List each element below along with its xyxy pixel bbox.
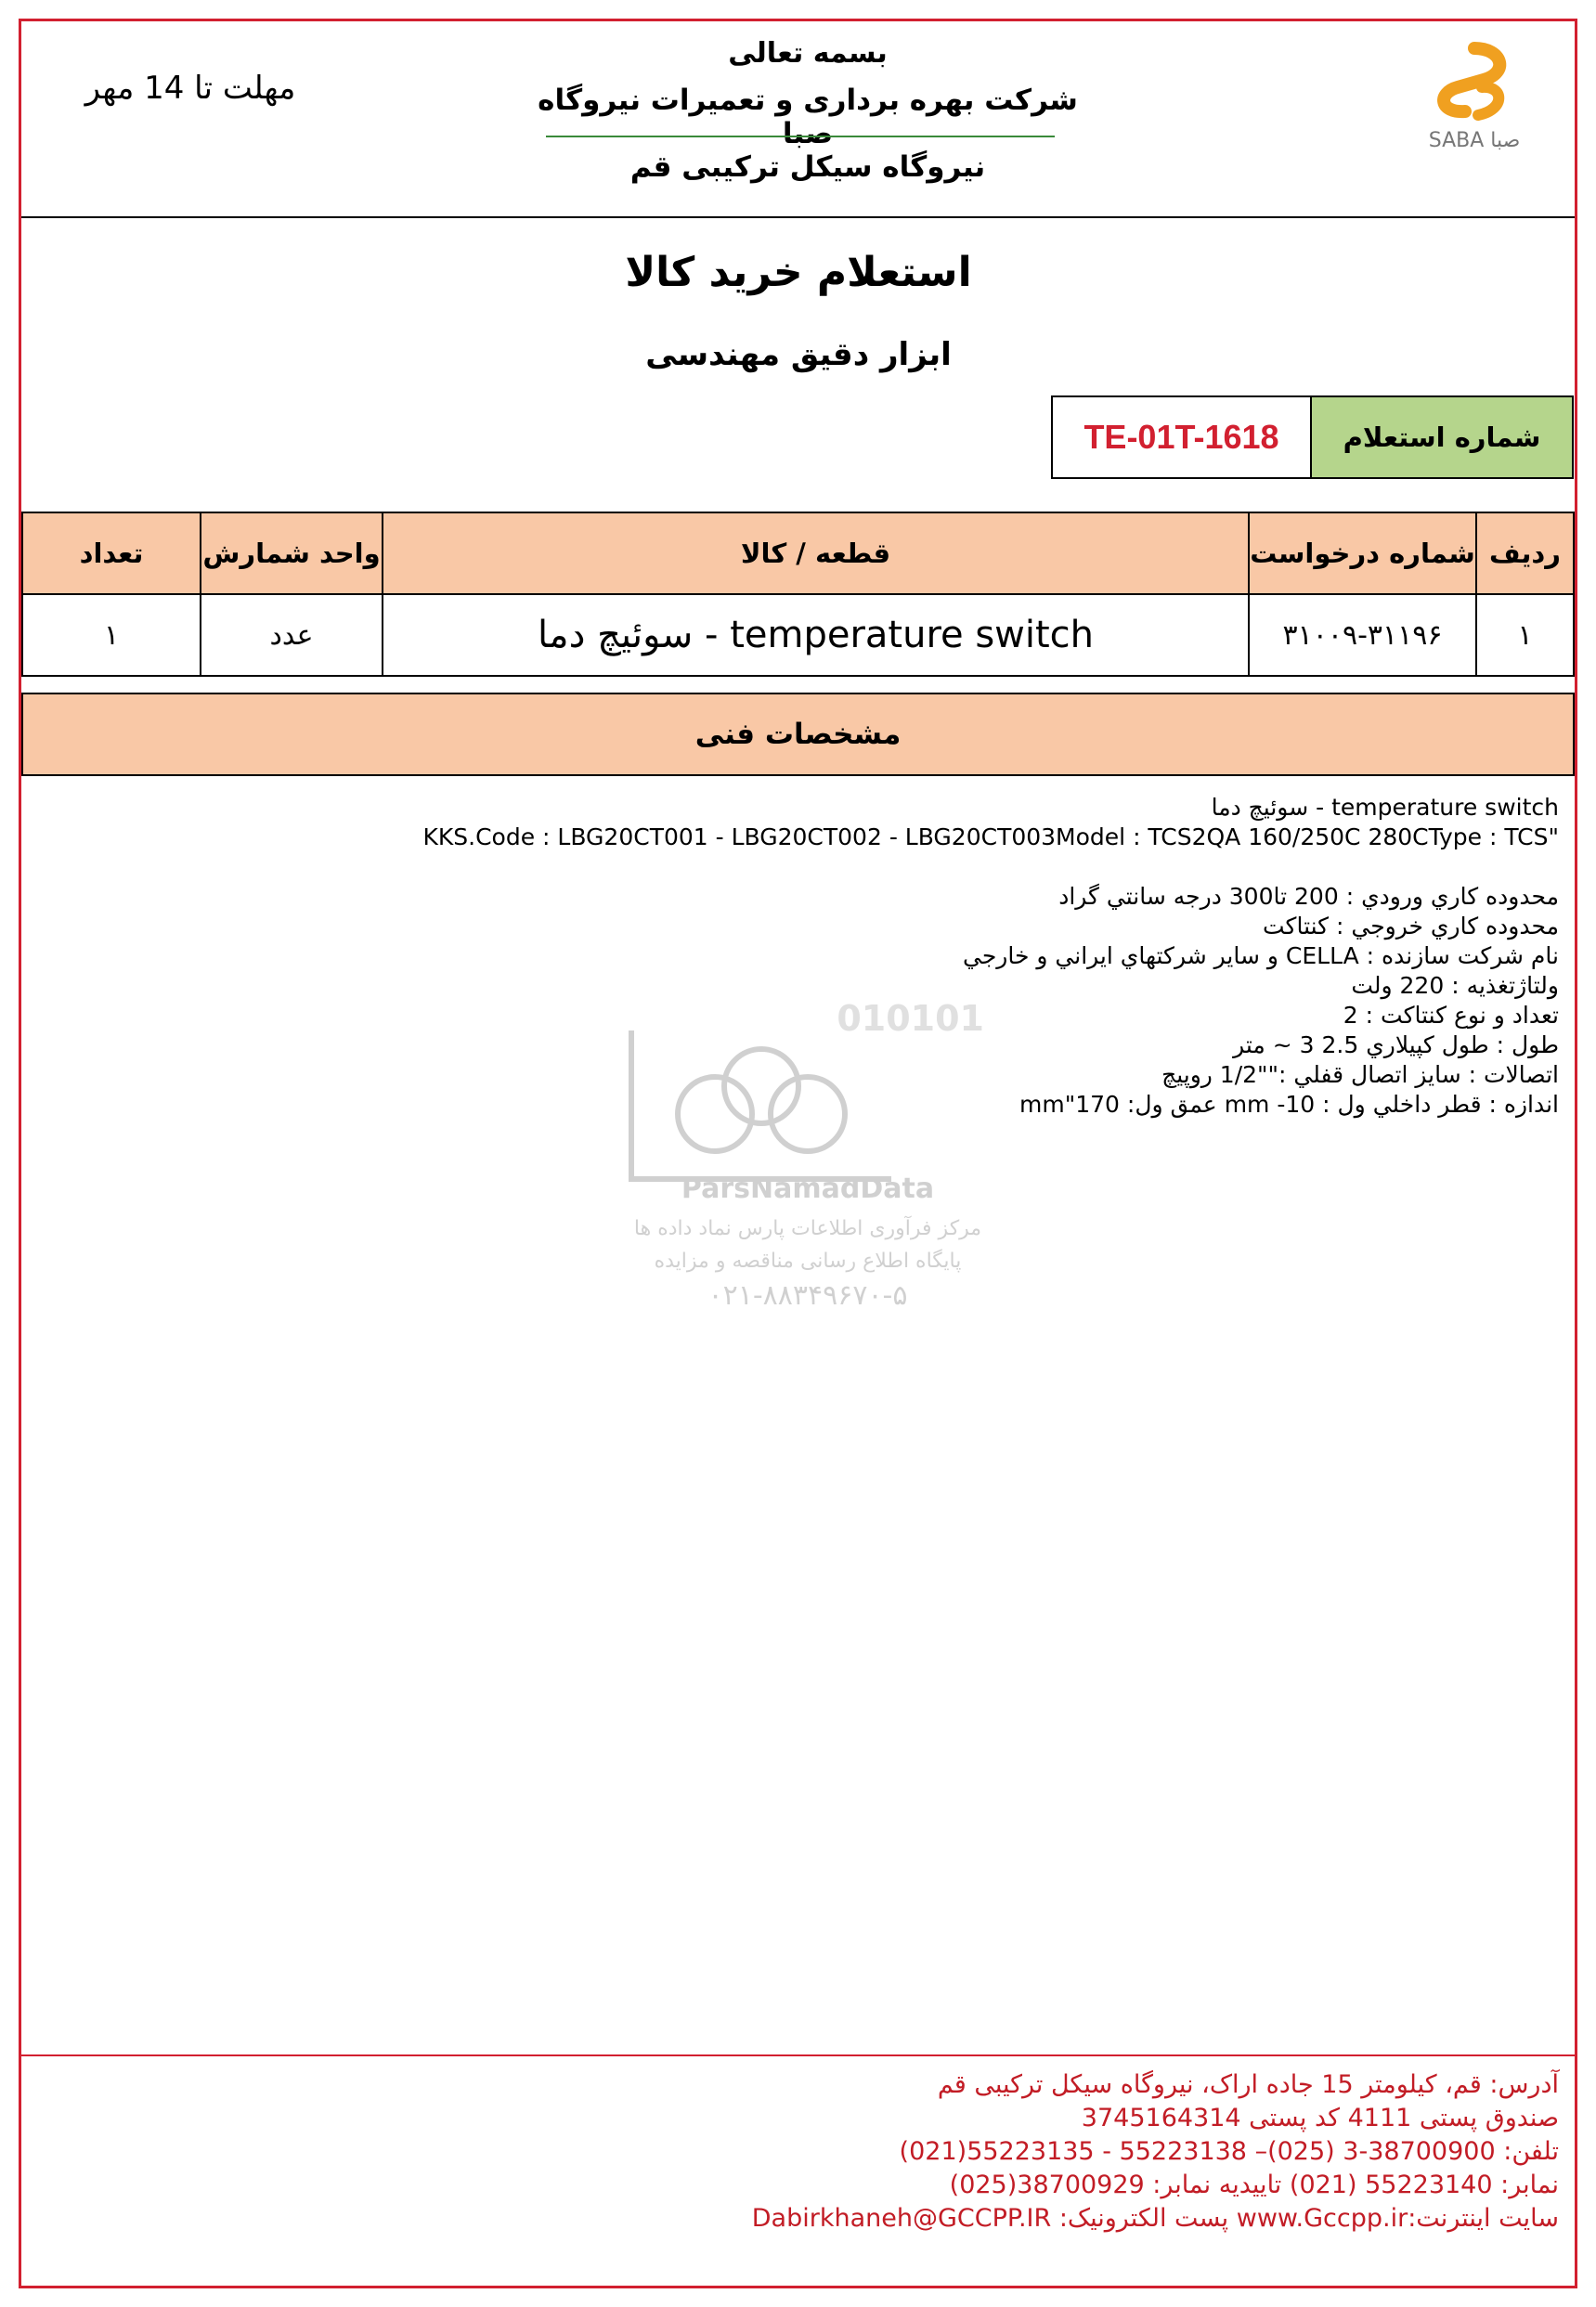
- spec-line: temperature switch - سوئيچ دما: [1211, 794, 1559, 821]
- deadline: مهلت تا 14 مهر: [84, 70, 296, 107]
- saba-logo: [1409, 37, 1539, 167]
- table-row-item: temperature switch - سوئیچ دما: [382, 593, 1250, 677]
- footer-address: آدرس: قم، کیلومتر 15 جاده اراک، نیروگاه سیکل ترکیبی قم: [937, 2070, 1559, 2099]
- spec-line: اتصالات : سايز اتصال قفلي :""1/2 روپيچ: [1161, 1061, 1559, 1088]
- spec-line: اندازه : قطر داخلي ول : 10- mm عمق ول: 170"mm: [1019, 1091, 1559, 1118]
- table-row-qty: ۱: [21, 593, 201, 677]
- col-item: قطعه / کالا: [382, 512, 1250, 595]
- footer-phone: تلفن: 38700900-3 (025)– 55223138 - 55223135(021): [899, 2137, 1559, 2166]
- watermark: [613, 993, 1003, 1328]
- footer-postal: صندوق پستی 4111 کد پستی 3745164314: [1081, 2104, 1559, 2132]
- watermark-brand: ParsNamadData: [681, 1173, 935, 1205]
- watermark-emblem-icon: [613, 993, 1003, 1328]
- logo-text: SABA صبا: [1428, 129, 1521, 152]
- watermark-digits: 010101: [837, 998, 984, 1039]
- table-row-unit: عدد: [200, 593, 383, 677]
- page-title: استعلام خرید کالا: [625, 249, 972, 296]
- inquiry-number: TE-01T-1618: [1051, 395, 1312, 479]
- watermark-line1: مرکز فرآوری اطلاعات پارس نماد داده ها: [633, 1217, 982, 1240]
- specs-heading: مشخصات فنی: [21, 693, 1575, 776]
- spec-line: "KKS.Code : LBG20CT001 - LBG20CT002 - LBG20CT003Model : TCS2QA 160/250C 280CType : TCS: [422, 823, 1559, 850]
- spec-line: نام شركت سازنده : CELLA و ساير شركتهاي ايراني و خارجي: [963, 942, 1559, 969]
- col-unit: واحد شمارش: [200, 512, 383, 595]
- table-row-request: ۳۱۰۰۹-۳۱۱۹۶: [1248, 593, 1477, 677]
- spec-line: ولتاژتغذيه : 220 ولت: [1351, 972, 1559, 999]
- company-name: شرکت بهره برداری و تعمیرات نیروگاه صبا: [538, 84, 1078, 150]
- footer-web[interactable]: سایت اینترنت:www.Gccpp.ir پست الکترونیک: Dabirkhaneh@GCCPP.IR: [751, 2204, 1559, 2233]
- plant-name: نیروگاه سیکل ترکیبی قم: [629, 150, 986, 184]
- bismillah: بسمه تعالی: [728, 37, 888, 70]
- header-divider: [21, 216, 1575, 218]
- saba-logo-icon: [1409, 37, 1539, 167]
- spec-line: طول : طول كپيلاري 2.5 3 ~ متر: [1233, 1031, 1559, 1058]
- table-row-number: ۱: [1475, 593, 1575, 677]
- col-request: شماره درخواست: [1248, 512, 1477, 595]
- footer-divider: [21, 2054, 1575, 2056]
- spec-line: محدوده كاري خروجي : كنتاكت: [1263, 913, 1559, 940]
- spec-line: محدوده كاري ورودي : 200 تا300 درجه سانتي گراد: [1058, 883, 1559, 910]
- header-rule: [546, 136, 1055, 137]
- footer-fax: نمابر: 55223140 (021) تاییدیه نمابر: 38700929(025): [949, 2171, 1559, 2199]
- watermark-phone: ۰۲۱-۸۸۳۴۹۶۷۰-۵: [707, 1279, 908, 1312]
- inquiry-label: شماره استعلام: [1310, 395, 1574, 479]
- col-qty: تعداد: [21, 512, 201, 595]
- page-subtitle: ابزار دقیق مهندسی: [645, 336, 952, 373]
- watermark-line2: پایگاه اطلاع رسانی مناقصه و مزایده: [654, 1250, 962, 1273]
- spec-line: تعداد و نوع كنتاكت : 2: [1343, 1002, 1559, 1029]
- col-row: ردیف: [1475, 512, 1575, 595]
